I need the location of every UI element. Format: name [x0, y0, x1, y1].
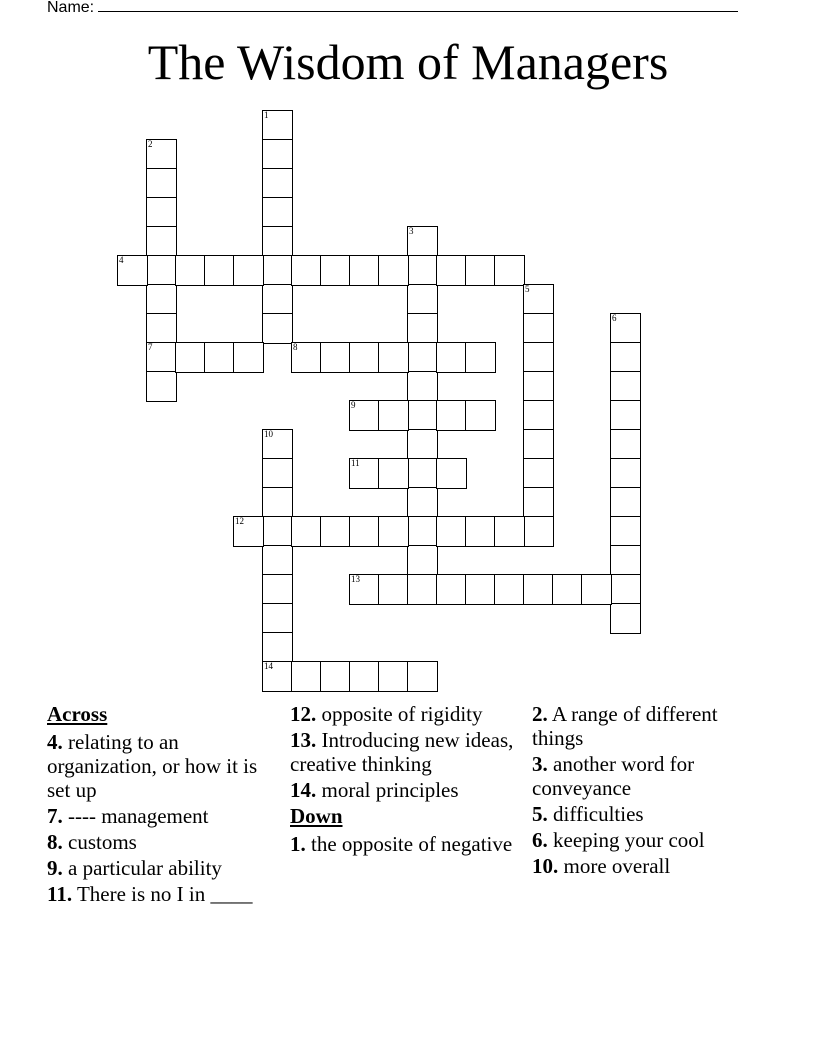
grid-cell[interactable] — [494, 574, 525, 605]
grid-cell[interactable] — [262, 603, 293, 634]
clue-number: 7 — [148, 342, 153, 352]
across-clue-7: 7. ---- management — [47, 804, 209, 828]
across-clue-11: 11. There is no I in ____ — [47, 882, 253, 906]
grid-cell[interactable] — [407, 313, 438, 344]
grid-cell[interactable] — [407, 342, 438, 373]
grid-cell[interactable] — [465, 400, 496, 431]
clue-number: 5 — [525, 284, 530, 294]
grid-cell[interactable] — [436, 574, 467, 605]
grid-cell[interactable] — [436, 255, 467, 286]
grid-cell[interactable] — [291, 661, 322, 692]
grid-cell[interactable] — [262, 516, 293, 547]
grid-cell[interactable] — [291, 516, 322, 547]
down-clue-3: 3. another word for conveyance — [532, 752, 695, 800]
clues-column-2 — [290, 702, 522, 858]
grid-cell[interactable] — [610, 313, 641, 344]
clue-number: 8 — [293, 342, 298, 352]
grid-cell[interactable] — [146, 139, 177, 170]
down-clue-2: 2. A range of different things — [532, 702, 718, 750]
down-clue-6: 6. keeping your cool — [532, 828, 705, 852]
across-heading: Across — [47, 702, 108, 726]
grid-cell[interactable] — [407, 516, 438, 547]
grid-cell[interactable] — [146, 371, 177, 402]
grid-cell[interactable] — [610, 371, 641, 402]
grid-cell[interactable] — [291, 342, 322, 373]
grid-cell[interactable] — [146, 168, 177, 199]
grid-cell[interactable] — [117, 255, 148, 286]
grid-cell[interactable] — [407, 284, 438, 315]
grid-cell[interactable] — [465, 342, 496, 373]
down-heading: Down — [290, 804, 343, 828]
grid-cell[interactable] — [436, 342, 467, 373]
grid-cell[interactable] — [146, 313, 177, 344]
grid-cell[interactable] — [262, 284, 293, 315]
grid-cell[interactable] — [320, 516, 351, 547]
grid-cell[interactable] — [146, 226, 177, 257]
grid-cell[interactable] — [262, 197, 293, 228]
grid-cell[interactable] — [610, 487, 641, 518]
grid-cell[interactable] — [349, 255, 380, 286]
grid-cell[interactable] — [610, 545, 641, 576]
grid-cell[interactable] — [349, 458, 380, 489]
grid-cell[interactable] — [552, 574, 583, 605]
grid-cell[interactable] — [494, 516, 525, 547]
grid-cell[interactable] — [262, 226, 293, 257]
grid-cell[interactable] — [175, 342, 206, 373]
grid-cell[interactable] — [610, 400, 641, 431]
grid-cell[interactable] — [465, 574, 496, 605]
grid-cell[interactable] — [378, 516, 409, 547]
grid-cell[interactable] — [262, 574, 293, 605]
grid-cell[interactable] — [407, 458, 438, 489]
grid-cell[interactable] — [407, 487, 438, 518]
clue-number: 3 — [409, 226, 414, 236]
grid-cell[interactable] — [610, 342, 641, 373]
grid-cell[interactable] — [349, 400, 380, 431]
grid-cell[interactable] — [610, 574, 641, 605]
grid-cell[interactable] — [146, 284, 177, 315]
clues-column-3 — [532, 702, 772, 880]
grid-cell[interactable] — [610, 458, 641, 489]
across-clue-13: 13. Introducing new ideas, creative thinking — [290, 728, 514, 776]
grid-cell[interactable] — [494, 255, 525, 286]
name-field-label: Name: — [47, 0, 743, 17]
grid-cell[interactable] — [175, 255, 206, 286]
grid-cell[interactable] — [523, 342, 554, 373]
grid-cell[interactable] — [523, 487, 554, 518]
across-clue-8: 8. customs — [47, 830, 137, 854]
grid-cell[interactable] — [233, 516, 264, 547]
clue-number: 1 — [264, 110, 269, 120]
grid-cell[interactable] — [320, 342, 351, 373]
grid-cell[interactable] — [523, 429, 554, 460]
grid-cell[interactable] — [407, 255, 438, 286]
across-clue-4: 4. relating to an organization, or how it is set up — [47, 730, 258, 802]
grid-cell[interactable] — [523, 574, 554, 605]
grid-cell[interactable] — [146, 342, 177, 373]
grid-cell[interactable] — [436, 458, 467, 489]
grid-cell[interactable] — [204, 342, 235, 373]
grid-cell[interactable] — [610, 429, 641, 460]
across-clue-9: 9. a particular ability — [47, 856, 222, 880]
grid-cell[interactable] — [349, 342, 380, 373]
down-clue-10: 10. more overall — [532, 854, 671, 878]
grid-cell[interactable] — [349, 516, 380, 547]
grid-cell[interactable] — [146, 197, 177, 228]
clue-number: 4 — [119, 255, 124, 265]
grid-cell[interactable] — [378, 342, 409, 373]
grid-cell[interactable] — [262, 168, 293, 199]
grid-cell[interactable] — [146, 255, 177, 286]
clue-number: 2 — [148, 139, 153, 149]
across-clue-12: 12. opposite of rigidity — [290, 702, 483, 726]
grid-cell[interactable] — [262, 139, 293, 170]
grid-cell[interactable] — [378, 458, 409, 489]
grid-cell[interactable] — [320, 661, 351, 692]
grid-cell[interactable] — [523, 371, 554, 402]
grid-cell[interactable] — [262, 487, 293, 518]
grid-cell[interactable] — [407, 429, 438, 460]
clue-number: 13 — [351, 574, 360, 584]
grid-cell[interactable] — [407, 371, 438, 402]
grid-cell[interactable] — [262, 632, 293, 663]
grid-cell[interactable] — [407, 545, 438, 576]
clue-number: 10 — [264, 429, 273, 439]
grid-cell[interactable] — [407, 661, 438, 692]
grid-cell[interactable] — [523, 284, 554, 315]
grid-cell[interactable] — [436, 400, 467, 431]
grid-cell[interactable] — [349, 574, 380, 605]
clue-number: 11 — [351, 458, 360, 468]
grid-cell[interactable] — [523, 458, 554, 489]
grid-cell[interactable] — [378, 400, 409, 431]
grid-cell[interactable] — [523, 400, 554, 431]
grid-cell[interactable] — [233, 255, 264, 286]
grid-cell[interactable] — [262, 110, 293, 141]
grid-cell[interactable] — [262, 429, 293, 460]
grid-cell[interactable] — [407, 400, 438, 431]
grid-cell[interactable] — [291, 255, 322, 286]
grid-cell[interactable] — [262, 313, 293, 344]
grid-cell[interactable] — [378, 255, 409, 286]
clue-number: 9 — [351, 400, 356, 410]
grid-cell[interactable] — [407, 574, 438, 605]
grid-cell[interactable] — [465, 255, 496, 286]
clues-column-1 — [47, 702, 277, 908]
grid-cell[interactable] — [233, 342, 264, 373]
grid-cell[interactable] — [349, 661, 380, 692]
grid-cell[interactable] — [204, 255, 235, 286]
grid-cell[interactable] — [262, 545, 293, 576]
across-clue-14: 14. moral principles — [290, 778, 459, 802]
grid-cell[interactable] — [378, 574, 409, 605]
grid-cell[interactable] — [378, 661, 409, 692]
grid-cell[interactable] — [523, 516, 554, 547]
grid-cell[interactable] — [320, 255, 351, 286]
down-clue-5: 5. difficulties — [532, 802, 644, 826]
clue-number: 14 — [264, 661, 273, 671]
grid-cell[interactable] — [610, 516, 641, 547]
grid-cell[interactable] — [436, 516, 467, 547]
page-title: The Wisdom of Managers — [147, 34, 669, 90]
grid-cell[interactable] — [610, 603, 641, 634]
grid-cell[interactable] — [262, 458, 293, 489]
grid-cell[interactable] — [262, 661, 293, 692]
grid-cell[interactable] — [407, 226, 438, 257]
grid-cell[interactable] — [262, 255, 293, 286]
grid-cell[interactable] — [465, 516, 496, 547]
grid-cell[interactable] — [581, 574, 612, 605]
clue-number: 6 — [612, 313, 617, 323]
down-clue-1: 1. the opposite of negative — [290, 832, 513, 856]
grid-cell[interactable] — [523, 313, 554, 344]
clue-number: 12 — [235, 516, 244, 526]
